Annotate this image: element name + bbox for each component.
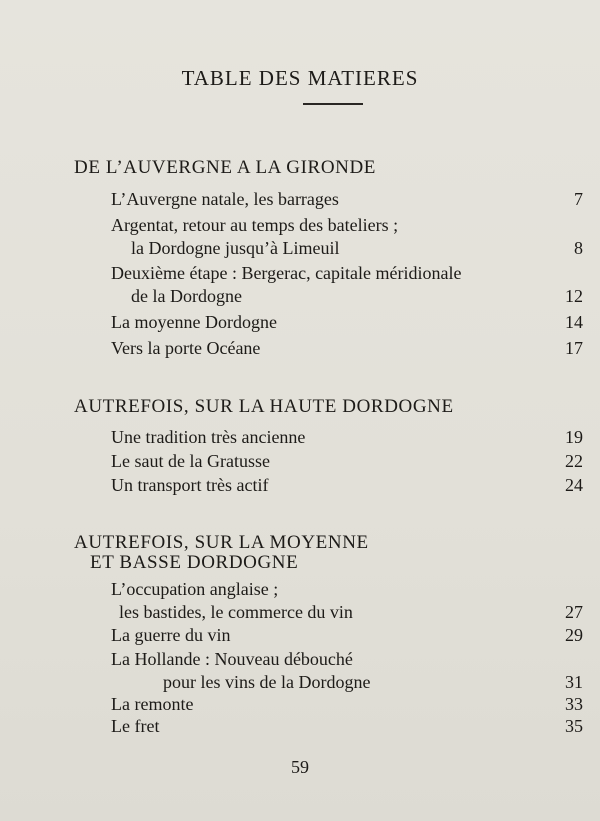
entry-title: La remonte [111,694,194,714]
toc-entry[interactable] [111,188,583,211]
entry-title: Le fret [111,716,160,736]
entry-title: Deuxième étape : Bergerac, capitale méridionale [111,263,462,283]
page-number: 59 [291,757,309,777]
entry-page: 24 [565,475,583,495]
toc-entry[interactable] [111,262,583,308]
section-heading: AUTREFOIS, SUR LA MOYENNE [74,532,369,553]
entry-title: La Hollande : Nouveau débouché [111,649,353,669]
entry-title: La guerre du vin [111,625,231,645]
entry-title: Le saut de la Gratusse [111,451,270,471]
toc-entry[interactable] [111,311,583,334]
entry-page: 7 [574,189,583,209]
toc-entry[interactable] [111,648,583,694]
title-underline [303,103,363,105]
entry-title: Vers la porte Océane [111,338,261,358]
entry-title-continued: pour les vins de la Dordogne [163,672,371,692]
toc-entry[interactable] [111,214,583,260]
entry-page: 19 [565,427,583,447]
entry-title: Argentat, retour au temps des bateliers ; [111,215,399,235]
toc-entry[interactable] [111,693,583,716]
toc-entry[interactable] [111,426,583,449]
entry-page: 22 [565,451,583,471]
entry-title: L’Auvergne natale, les barrages [111,189,339,209]
entry-page: 29 [565,625,583,645]
page-title: TABLE DES MATIERES [181,66,419,90]
toc-entry[interactable] [111,578,583,624]
entry-title: Un transport très actif [111,475,269,495]
entry-title: Une tradition très ancienne [111,427,306,447]
entry-page: 31 [565,672,583,692]
entry-page: 8 [574,238,583,258]
toc-entry[interactable] [111,450,583,473]
entry-title: L’occupation anglaise ; [111,579,279,599]
toc-entry[interactable] [111,624,583,647]
entry-title-continued: de la Dordogne [131,286,242,306]
entry-page: 14 [565,312,583,332]
entry-page: 12 [565,286,583,306]
entry-page: 33 [565,694,583,714]
section-heading: AUTREFOIS, SUR LA HAUTE DORDOGNE [74,396,454,417]
entry-title-continued: la Dordogne jusqu’à Limeuil [131,238,340,258]
entry-page: 35 [565,716,583,736]
toc-entry[interactable] [111,715,583,738]
entry-page: 27 [565,602,583,622]
toc-entry[interactable] [111,337,583,360]
entry-title-continued: les bastides, le commerce du vin [119,602,353,622]
toc-entry[interactable] [111,474,583,497]
section-heading: DE L’AUVERGNE A LA GIRONDE [74,157,377,178]
entry-title: La moyenne Dordogne [111,312,277,332]
section-heading-continued: ET BASSE DORDOGNE [90,552,299,573]
entry-page: 17 [565,338,583,358]
